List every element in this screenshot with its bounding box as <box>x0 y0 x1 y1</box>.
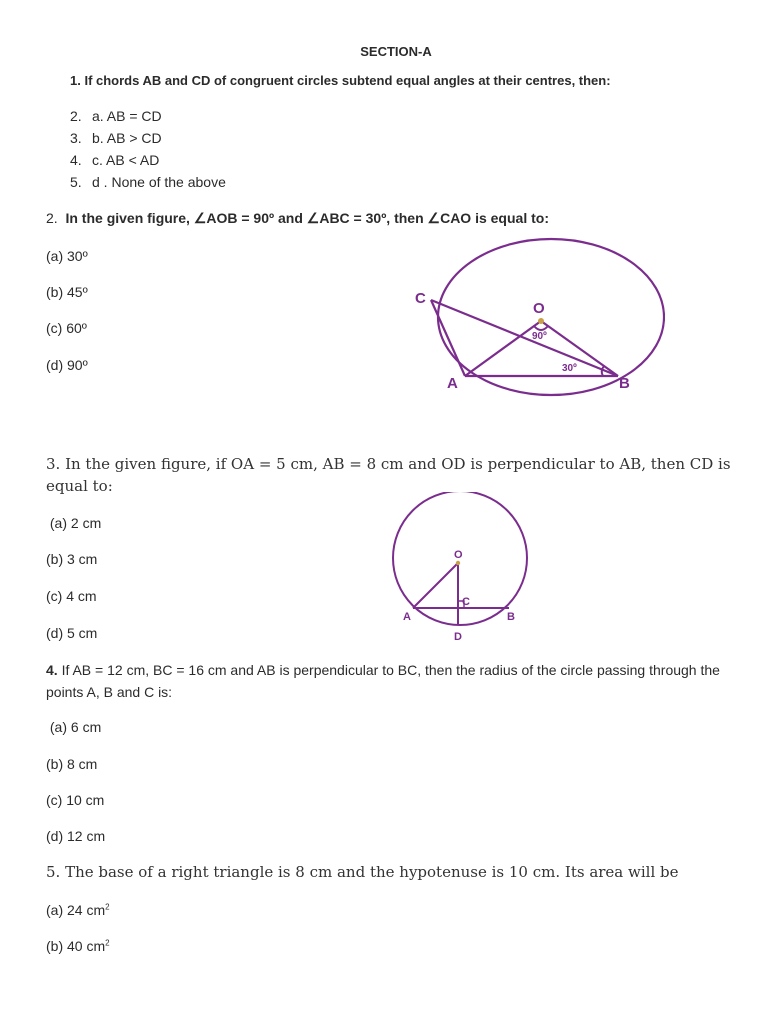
q3-label-o: O <box>454 549 463 561</box>
q3-label-d: D <box>454 631 462 643</box>
q1-option: 2. a. AB = CD <box>70 108 162 124</box>
q5-option-a: (a) 24 $cm^2$ <box>46 902 110 918</box>
q1-option: 3. b. AB > CD <box>70 130 162 146</box>
q2-option-d: (d) 90º <box>46 357 88 373</box>
q3-label-c: C <box>462 596 470 608</box>
question-3-text: 3. In the given figure, if OA = 5 cm, AB = 8 cm and OD is perpendicular to AB, then CD is equal to: <box>46 455 731 495</box>
q4-option-d: (d) 12 cm <box>46 828 106 844</box>
q3-option-b: (b) 3 cm <box>46 551 98 567</box>
q3-figure <box>385 492 545 647</box>
q3-option-d: (d) 5 cm <box>46 625 98 641</box>
question-1-text: 1. If chords AB and CD of congruent circles subtend equal angles at their centres, then: <box>70 73 611 88</box>
q2-angle-o-label: 90º <box>532 331 547 342</box>
q2-option-a: (a) 30º <box>46 248 88 264</box>
q3-label-b: B <box>507 611 515 623</box>
q3-option-c: (c) 4 cm <box>46 588 97 604</box>
q2-angle-b-label: 30º <box>562 363 577 374</box>
question-5-text: 5. The base of a right triangle is 8 cm and the hypotenuse is 10 cm. Its area will be <box>46 863 679 881</box>
q2-label-b: B <box>619 375 630 392</box>
q5-option-b: (b) 40 $cm^2$ <box>46 938 110 954</box>
q3-label-a: A <box>403 611 411 623</box>
q4-option-a: (a) 6 cm <box>46 719 102 735</box>
q2-angle-arc-o <box>534 326 548 330</box>
question-2-text: 2. In the given figure, ∠AOB = 90º and ∠ABC = 30º, then ∠CAO is equal to: <box>46 210 549 226</box>
q2-option-c: (c) 60º <box>46 320 87 336</box>
q2-figure <box>410 235 665 405</box>
q2-label-c: C <box>415 290 426 307</box>
question-4-text: 4. If AB = 12 cm, BC = 16 cm and AB is perpendicular to BC, then the radius of the circle passing through the points A, B and C is: <box>46 662 720 700</box>
q1-option: 4. c. AB < AD <box>70 152 160 168</box>
q3-radius-oa <box>413 563 458 608</box>
q2-label-a: A <box>447 375 458 392</box>
q4-option-b: (b) 8 cm <box>46 756 98 772</box>
q4-option-c: (c) 10 cm <box>46 792 105 808</box>
q3-center-dot <box>456 561 460 565</box>
q2-center-dot <box>538 318 544 324</box>
q2-label-o: O <box>533 300 545 317</box>
q1-option: 5. d . None of the above <box>70 174 226 190</box>
q2-option-b: (b) 45º <box>46 284 88 300</box>
q3-option-a: (a) 2 cm <box>46 515 102 531</box>
section-title: SECTION-A <box>360 44 432 59</box>
